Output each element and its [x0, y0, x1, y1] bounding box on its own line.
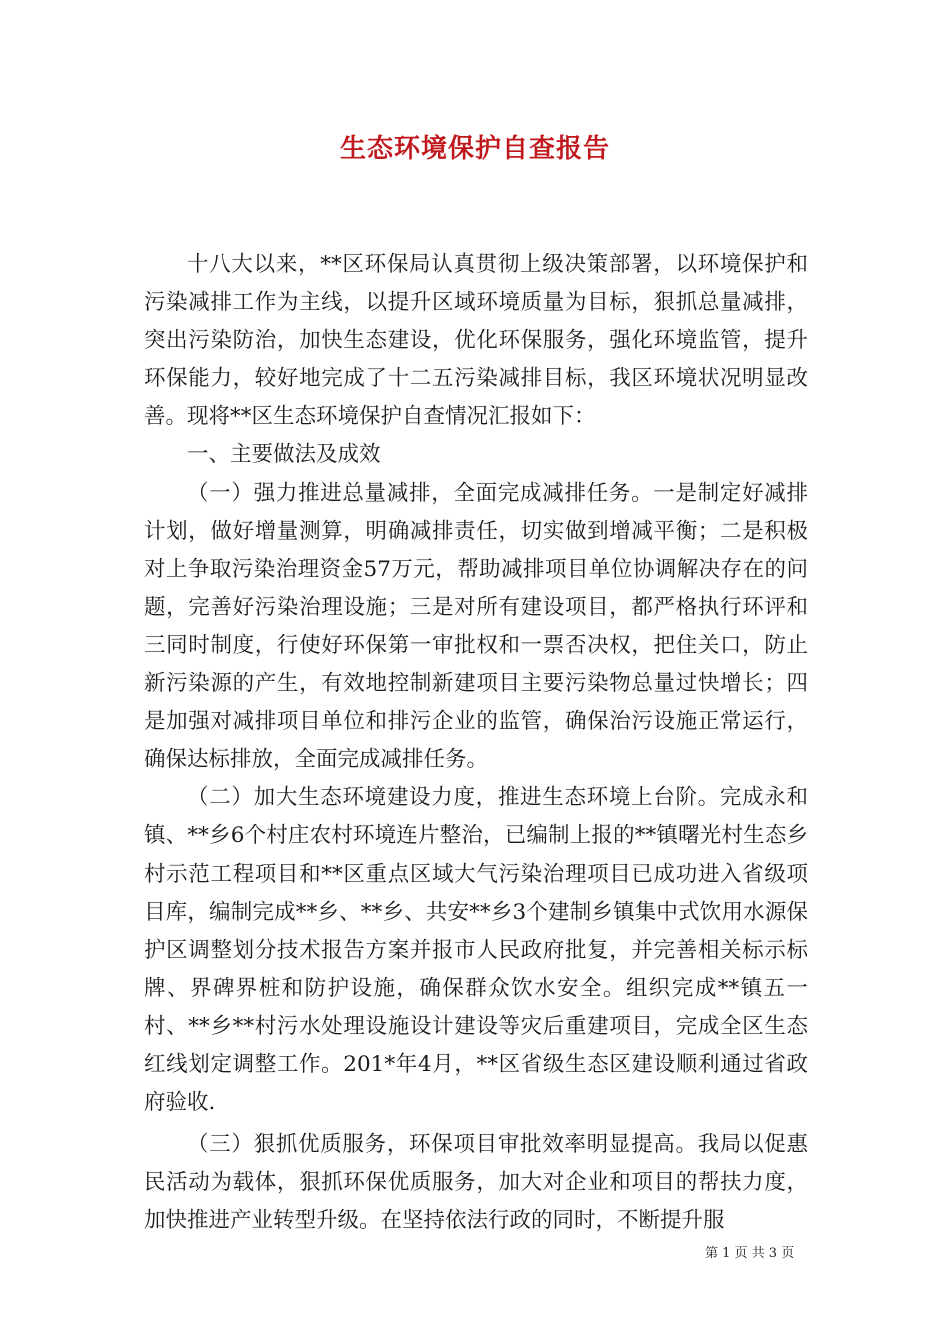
paragraph-quality-service: （三）狠抓优质服务，环保项目审批效率明显提高。我局以促惠民活动为载体，狠抓环保优质服务，加大对企业和项目的帮扶力度，加快推进产业转型升级。在坚持依法行政的同时，不断提升服 — [144, 1132, 808, 1234]
section-heading-main-practices: 一、主要做法及成效 — [187, 442, 381, 468]
paragraph-emission-reduction: （一）强力推进总量减排，全面完成减排任务。一是制定好减排计划，做好增量测算，明确减排责任，切实做到增减平衡；二是积极对上争取污染治理资金57万元，帮助减排项目单位协调解决存在的问题，完善好污染治理设施；三是对所有建设项目，都严格执行环评和三同时制度，行使好环保第一审批权和一票否决权，把住关口，防止新污染源的产生，有效地控制新建项目主要污染物总量过快增长；四是加强对减排项目单位和排污企业的监管，确保治污设施正常运行，确保达标排放，全面完成减排任务。 — [144, 480, 808, 773]
page-number-footer: 第 1 页 共 3 页 — [705, 1246, 795, 1261]
paragraph-ecological-construction: （二）加大生态环境建设力度，推进生态环境上台阶。完成永和镇、**乡6个村庄农村环境连片整治，已编制上报的**镇曙光村生态乡村示范工程项目和**区重点区域大气污染治理项目已成功进入省级项目库，编制完成**乡、**乡、共安**乡3个建制乡镇集中式饮用水源保护区调整划分技术报告方案并报市人民政府批复，并完善相关标示标牌、界碑界桩和防护设施，确保群众饮水安全。组织完成**镇五一村、**乡**村污水处理设施设计建设等灾后重建项目，完成全区生态红线划定调整工作。201*年4月，**区省级生态区建设顺利通过省政府验收. — [144, 785, 808, 1116]
document-title: 生态环境保护自查报告 — [339, 134, 610, 164]
document-body — [144, 246, 808, 1240]
paragraph-intro: 十八大以来，**区环保局认真贯彻上级决策部署，以环境保护和污染减排工作为主线，以提升区域环境质量为目标，狠抓总量减排，突出污染防治，加快生态建设，优化环保服务，强化环境监管，提升环保能力，较好地完成了十二五污染减排目标，我区环境状况明显改善。现将**区生态环境保护自查情况汇报如下： — [144, 252, 808, 430]
